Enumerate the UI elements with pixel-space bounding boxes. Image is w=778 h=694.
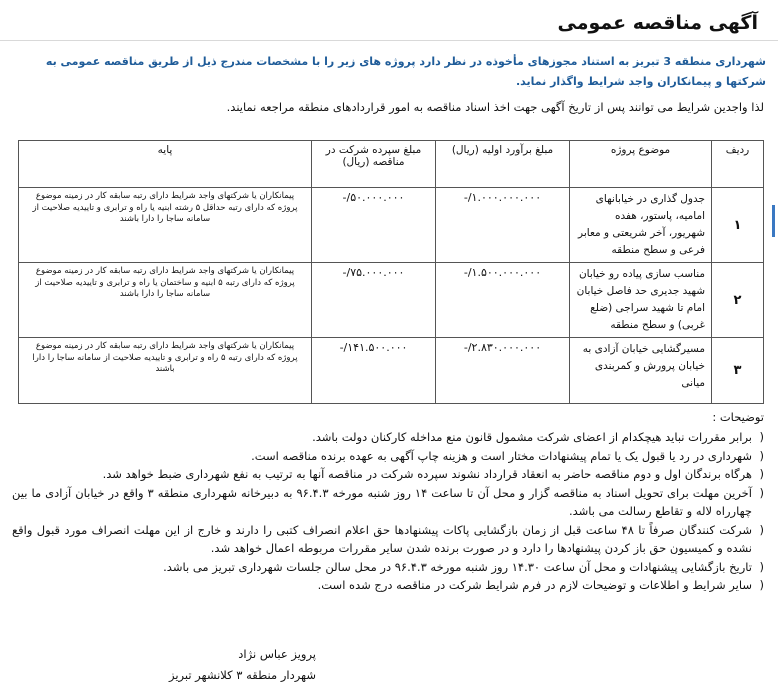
note-text: برابر مقررات نباید هیچکدام از اعضای شرکت مشمول قانون منع مداخله کارکنان دولت باشد. bbox=[312, 430, 752, 444]
row-subject: جدول گذاری در خیابانهای امامیه، پاستور، هفده شهریور، آخر شریعتی و معابر فرعی و سطح منطقه bbox=[570, 188, 712, 263]
header-base: پایه bbox=[19, 141, 312, 188]
signer-name: پرویز عباس نژاد bbox=[238, 647, 316, 661]
note-text: شهرداری در رد یا قبول یک یا تمام پیشنهادات مختار است و هزینه چاپ آگهی به عهده برنده مناقصه است. bbox=[251, 448, 752, 463]
row-base: پیمانکاران یا شرکتهای واجد شرایط دارای رتبه سابقه کار در زمینه موضوع پروژه که دارای رتبه ۵ راه و ترابری و تاییدیه صلاحیت از سامانه ساجا را دارا باشند bbox=[19, 338, 312, 404]
list-item bbox=[12, 521, 764, 558]
table-row bbox=[19, 338, 764, 404]
header-subject: موضوع پروژه bbox=[570, 141, 712, 188]
tender-table bbox=[18, 140, 764, 404]
table-header-row bbox=[19, 141, 764, 188]
bullet-paren: ( bbox=[759, 559, 764, 574]
note-text: سایر شرایط و اطلاعات و توضیحات لازم در فرم شرایط شرکت در مناقصه درج شده است. bbox=[317, 578, 752, 592]
note-text: تاریخ بازگشایی پیشنهادات و محل آن ساعت ۱۴.۳۰ روز شنبه مورخه ۹۶.۴.۳ در محل سالن جلسات شهرداری تبریز می باشد. bbox=[163, 559, 752, 574]
row-base: پیمانکاران یا شرکتهای واجد شرایط دارای رتبه سابقه کار در زمینه موضوع پروژه که دارای رتبه حداقل ۵ رشته ابنیه یا راه و ترابری و تاییدیه صلاحیت از سامانه ساجا را دارا باشند bbox=[19, 188, 312, 263]
note-text: شرکت کنندگان صرفاً تا ۴۸ ساعت قبل از زمان بازگشایی پاکات پیشنهادها حق اعلام انصراف کتبی را دارند و خارج از این مهلت انصراف مورد قبول واقع نشده و کمیسیون حق باز کردن پیشنهادها را دارد و در صورت برنده شدن سایر مقررات مربوطه اعمال خواهد شد. bbox=[12, 522, 753, 555]
row-deposit: ۵۰.۰۰۰.۰۰۰/- bbox=[312, 188, 436, 263]
row-number: ۳ bbox=[712, 338, 764, 404]
header-estimate: مبلغ برآورد اولیه (ریال) bbox=[436, 141, 570, 188]
note-text: آخرین مهلت برای تحویل اسناد به مناقصه گزار و محل آن تا ساعت ۱۴ روز شنبه مورخه ۹۶.۴.۳ به دبیرخانه شهرداری منطقه ۳ واقع در خیابان آزادی ما بین چهارراه لاله و تقاطع رسالت می باشد. bbox=[12, 485, 752, 518]
row-number: ۲ bbox=[712, 263, 764, 338]
list-item bbox=[12, 558, 764, 577]
bullet-paren: ( bbox=[759, 448, 764, 463]
list-item bbox=[12, 465, 764, 484]
table-row bbox=[19, 188, 764, 263]
list-item bbox=[12, 484, 764, 521]
row-subject: مناسب سازی پیاده رو خیابان شهید جدیری حد فاصل خیابان امام تا شهید سراجی (ضلع غربی) و سطح منطقه bbox=[570, 263, 712, 338]
notes-label: توضیحات : bbox=[712, 410, 764, 424]
list-item bbox=[12, 447, 764, 466]
row-estimate: ۱.۵۰۰.۰۰۰.۰۰۰/- bbox=[436, 263, 570, 338]
header-no: ردیف bbox=[712, 141, 764, 188]
bullet-paren: ( bbox=[759, 467, 764, 481]
row-deposit: ۱۴۱.۵۰۰.۰۰۰/- bbox=[312, 338, 436, 404]
bullet-paren: ( bbox=[759, 485, 764, 500]
signature-block bbox=[169, 644, 316, 686]
notes-section bbox=[12, 408, 764, 595]
row-base: پیمانکاران یا شرکتهای واجد شرایط دارای رتبه سابقه کار در زمینه موضوع پروژه که دارای رتبه ۵ ابنیه و ساختمان یا راه و ترابری و تاییدیه صلاحیت از سامانه ساجا را دارا باشند bbox=[19, 263, 312, 338]
bullet-paren: ( bbox=[759, 522, 764, 537]
row-deposit: ۷۵.۰۰۰.۰۰۰/- bbox=[312, 263, 436, 338]
table-row bbox=[19, 263, 764, 338]
note-text: هرگاه برندگان اول و دوم مناقصه حاضر به انعقاد قرارداد نشوند سپرده شرکت در مناقصه آنها به ترتیب به نفع شهرداری ضبط خواهد شد. bbox=[102, 467, 752, 481]
list-item bbox=[12, 576, 764, 595]
signer-position: شهردار منطقه ۳ کلانشهر تبریز bbox=[168, 668, 316, 682]
scroll-position-marker[interactable] bbox=[772, 205, 775, 237]
list-item bbox=[12, 428, 764, 447]
title-divider bbox=[0, 40, 778, 41]
page-title: آگهی مناقصه عمومی bbox=[557, 12, 758, 34]
instructions-paragraph: لذا واجدین شرایط می توانند پس از تاریخ آگهی جهت اخذ اسناد مناقصه به امور قراردادهای منطقه مراجعه نمایند. bbox=[226, 100, 764, 114]
row-estimate: ۲.۸۳۰.۰۰۰.۰۰۰/- bbox=[436, 338, 570, 404]
row-subject: مسیرگشایی خیابان آزادی به خیابان پرورش و کمربندی میانی bbox=[570, 338, 712, 404]
bullet-paren: ( bbox=[759, 578, 764, 592]
intro-paragraph: شهرداری منطقه 3 تبریز به استناد مجوزهای مأخوذه در نظر دارد پروژه های زیر را با مشخصات مندرج ذیل از طریق مناقصه عمومی به شرکتها و پیمانکاران واجد شرایط واگذار نماید. bbox=[45, 55, 766, 88]
row-number: ۱ bbox=[712, 188, 764, 263]
bullet-paren: ( bbox=[759, 430, 764, 444]
row-estimate: ۱.۰۰۰.۰۰۰.۰۰۰/- bbox=[436, 188, 570, 263]
header-deposit: مبلغ سپرده شرکت در مناقصه (ریال) bbox=[312, 141, 436, 188]
notes-list bbox=[12, 428, 764, 595]
